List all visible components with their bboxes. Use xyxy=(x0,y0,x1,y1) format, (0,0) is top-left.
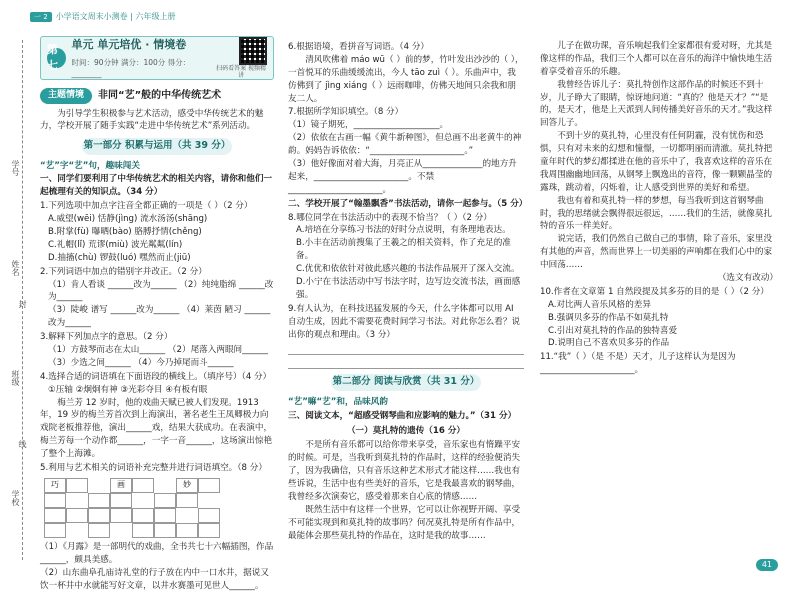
grid-cell[interactable] xyxy=(154,523,176,538)
page-number: 41 xyxy=(756,559,778,571)
q10-option-a[interactable]: A.对比两人音乐风格的差异 xyxy=(548,299,651,310)
grid-cell xyxy=(198,493,220,508)
column-3 xyxy=(540,40,778,377)
question-5: 5.利用与艺术相关的词语补充完整并进行词语填空。（8 分） xyxy=(40,463,267,474)
margin-label-school: 学校 xyxy=(11,490,20,506)
qr-caption: 扫码看答案 视频精讲 xyxy=(216,64,267,79)
question-4: 4.选择合适的词语填在下面语段的横线上。（填序号）（4 分） xyxy=(40,371,272,382)
grid-cell[interactable] xyxy=(66,478,88,493)
story-paragraph-3: 儿子在做功课，音乐响起我们全家都很有爱对呀，尤其是像这样的作品，我们三个人都可以在音乐的海洋中愉快地生活着享受着音乐的乐趣。 xyxy=(540,41,773,77)
margin-binding-feng: 封 xyxy=(18,300,27,308)
q1-option-c[interactable]: C.礼帽(lǐ) 荒谬(miù) 波光粼粼(lín) xyxy=(48,239,183,250)
intro-text: 为引导学生积极参与艺术活动，感受中华传统艺术的魅力，学校开展了随手实践“走进中华传统艺术”系列活动。 xyxy=(40,108,264,132)
q7-line-3[interactable]: （3）他好像面对着大海，月亮正从______________的地方升起来，______________________。不禁______________________。 xyxy=(288,159,517,195)
q8-option-a[interactable]: A.培培在分享练习书法的好时分点说明，有条理地表达。 xyxy=(296,225,511,236)
q4-text[interactable]: 梅兰芳 12 岁时，他的戏曲天赋已被人们发现。1913年，19 岁的梅兰芳首次到上海演出，著名老生王凤卿极力向戏院老板推荐他，演出______戏，结果大获成功。在表演中，梅兰芳每一个动作都______，一字一音______，这场演出惊艳了整个上海滩。 xyxy=(40,397,273,460)
q10-option-d[interactable]: D.说明自己不喜欢贝多芬的作品 xyxy=(548,338,670,349)
answer-line[interactable] xyxy=(288,343,524,355)
grid-cell[interactable] xyxy=(176,523,198,538)
question-7: 7.根据所学知识填空。（8 分） xyxy=(288,107,404,118)
grid-cell[interactable] xyxy=(132,478,154,493)
grid-cell[interactable] xyxy=(154,493,176,508)
column-2 xyxy=(288,40,528,543)
q7-line-1[interactable]: （1）镜子期死，____________________。 xyxy=(288,120,449,131)
q2-line-2[interactable]: （3）陡峻 谱写 ______改为______ （4）莱茵 陋习 ______改为______ xyxy=(48,305,271,329)
grid-cell[interactable] xyxy=(88,523,110,538)
answer-line[interactable] xyxy=(288,357,524,369)
story-paragraph-1: 不是所有音乐都可以给你带来享受，音乐家也有惰躁平安的时候。可是，当我听到莫扎特的作品时，这样的经验便消失了，因为我确信，只有音乐这种艺术形式才能这样……我也有些诉说，生活中也有些美好的音乐，它是我最喜欢的钢琴曲，我曾经多次演奏它，感受着那来自心底的情感…… xyxy=(288,440,521,502)
section-3-intro: 三、阅读文本，“超感受钢琴曲和应影响的魅力。”（31 分） xyxy=(288,410,517,421)
unit-number: 第七 xyxy=(47,48,66,68)
grid-cell[interactable] xyxy=(132,523,154,538)
question-11[interactable]: 11.“我”（ ）（是 不是）天才，儿子这样认为是因为______________________。 xyxy=(540,352,736,376)
q4-word-bank: ①压轴 ②炯炯有神 ③光彩夺目 ④有板有眼 xyxy=(48,384,208,395)
story-source: （选文有改动） xyxy=(717,273,778,284)
q5-text-2[interactable]: （2）山东曲阜孔庙诗礼堂的行子放在内中一口水井，据说又饮一杯井中水就能写好文章，以井水赛墨可见世人______。 xyxy=(40,567,269,591)
story-paragraph-7: 说完话，我们仍然自己做自己的事情，除了音乐，家里没有其他的声音，然而世界上一切美丽的声响都在我们心中的家中回荡…… xyxy=(540,234,773,271)
grid-cell[interactable] xyxy=(88,493,110,508)
grid-cell[interactable] xyxy=(132,508,154,523)
grid-cell[interactable]: 巧 xyxy=(44,478,66,493)
section-2-intro: 二、学校开展了“翰墨飘香”书法活动，请你一起参与。（5 分） xyxy=(288,198,528,209)
theme-tag: 主题情境 xyxy=(40,88,92,104)
story-paragraph-4: 我曾经告诉儿子：莫扎特创作这部作品的时候还不到十岁，儿子睁大了眼睛，惊讶地问道：“真的？他是天才？”“是的，是天才，他是上天派到人间传播美好音乐的天才。”我这样回答儿子。 xyxy=(540,79,773,129)
qr-code-icon[interactable] xyxy=(239,37,267,65)
grid-cell[interactable] xyxy=(110,508,132,523)
q5-text-1[interactable]: （1）《月露》是一部明代的戏曲，全书共七十六幅插图，作品______，颇具美感。 xyxy=(40,541,274,565)
grid-cell xyxy=(110,523,132,538)
section-2-title: “艺”嘛“艺”和，品味风韵 xyxy=(288,396,388,407)
grid-cell[interactable] xyxy=(44,523,66,538)
q2-line-1[interactable]: （1）肯人看谈 ______改为______ （2）纯纯脂绵 ______改为______ xyxy=(48,279,274,303)
margin-binding-xian: 线 xyxy=(18,440,27,448)
question-8: 8.哪位同学在书法活动中的表现不恰当？（ ）（2 分） xyxy=(288,212,492,223)
grid-cell xyxy=(66,523,88,538)
q10-option-c[interactable]: C.引出对莫扎特的作品的独特喜爱 xyxy=(548,325,678,336)
q1-option-b[interactable]: B.附掌(fù) 曝晒(bào) 胳膊抒情(chěng) xyxy=(48,226,202,237)
grid-cell[interactable] xyxy=(176,493,198,508)
q7-line-2[interactable]: （2）依依在古画一幅《黄牛新种图》，但总画不出老黄牛的神韵。妈妈告诉依依：“______________________。” xyxy=(288,133,522,157)
header-badge: 一 2 xyxy=(30,12,52,23)
grid-cell[interactable]: 妙 xyxy=(176,478,198,493)
grid-cell[interactable] xyxy=(88,508,110,523)
question-1: 1.下列选项中加点字注音全都正确的一项是（ ）（2 分） xyxy=(40,201,253,212)
grid-cell xyxy=(176,508,198,523)
question-10: 10.作者在文章第 1 自然段提及其多芬的目的是（ ）（2 分） xyxy=(540,286,769,297)
binding-margin xyxy=(0,0,30,579)
story-paragraph-5: 不到十岁的莫扎特，心里没有任何阴霾，没有忧伤和恐惧，只有对未来的幻想和憧憬，一切都明丽而清澈。莫扎特把童年时代的梦幻都揉进在他的音乐中了，我喜欢这样的音乐在我周围幽幽地回荡，从钢琴上飘逸出的音符，像一颗颗晶莹的露珠，跳动着，闪烁着，让人感受到世界的美好和希望。 xyxy=(540,131,773,193)
theme-title: 非同“艺”般的中华传统艺术 xyxy=(98,90,222,102)
grid-cell xyxy=(132,493,154,508)
q6-text[interactable]: 清风吹佛着 máo wū（ ）前的梦，竹叶发出沙沙的（ ），一首悦耳的乐曲缓缓流出，今人 tāo zuì（ ）。乐曲声中，我仿佛到了 jìng xiáng（ ）远雨咖啡，仿佛天地间只余我和朋友二人。 xyxy=(288,54,524,104)
grid-cell[interactable] xyxy=(198,478,220,493)
grid-cell xyxy=(88,478,110,493)
margin-label-id: 学号 xyxy=(11,160,20,176)
story-paragraph-6: 我也有着和莫扎特一样的梦想，每当我听到这首钢琴曲时，我的思绪就会飘得很远很远，……我们的生活，就像莫扎特的音乐一样美好。 xyxy=(540,195,773,232)
theme-row xyxy=(40,88,274,104)
grid-cell[interactable] xyxy=(44,508,66,523)
column-1 xyxy=(40,36,274,592)
unit-meta: 时间：90分钟 满分：100分 得分：________ xyxy=(71,57,191,78)
q8-option-d[interactable]: D.小宁在书法活动中写书法字时，边写边交流书法，画面感强。 xyxy=(296,277,521,300)
word-grid xyxy=(44,478,274,538)
grid-cell[interactable]: 画 xyxy=(110,478,132,493)
grid-cell xyxy=(154,478,176,493)
grid-cell[interactable] xyxy=(44,493,66,508)
question-6: 6.根据语境，看拼音写词语。（4 分） xyxy=(288,42,430,52)
story-paragraph-2: 既然生活中有这样一个世界，它可以让你视野开阔、享受不可能实现到和莫扎特的故事吗？何况莫扎特是所有作品中，最能体会那些莫扎特的作品在，这时是我的故事…… xyxy=(288,504,521,541)
q1-option-d[interactable]: D.抽搐(chù) 锣鼓(luó) 嘿然而止(jiū) xyxy=(48,252,191,263)
part-1-title: 第一部分 积累与运用（共 39 分） xyxy=(82,138,232,154)
header-bar xyxy=(30,10,175,24)
grid-cell[interactable] xyxy=(66,508,88,523)
q1-option-a[interactable]: A.威望(wēi) 恬静(jìng) 流水汤汤(shāng) xyxy=(48,214,208,225)
grid-cell[interactable] xyxy=(198,508,220,523)
part-2-title: 第二部分 阅读与欣赏（共 31 分） xyxy=(331,374,481,390)
q10-option-b[interactable]: B.强调贝多芬的作品不如莫扎特 xyxy=(548,312,669,323)
grid-cell[interactable] xyxy=(198,523,220,538)
grid-cell xyxy=(66,493,88,508)
section-1-title: “艺”字“艺”句，趣味闯关 xyxy=(40,160,140,171)
q8-option-b[interactable]: B.小丰在活动前搜集了王羲之的相关资料，作了充足的准备。 xyxy=(296,238,511,262)
q3-line-2[interactable]: （3）少选之间______ （4）今乃掉尾而斗______ xyxy=(48,357,234,368)
margin-label-class: 班级 xyxy=(11,370,20,386)
question-2: 2.下列词语中加点的错别字并改正。（2 分） xyxy=(40,266,207,277)
q8-option-c[interactable]: C.优优和依依针对彼此感兴趣的书法作品展开了深入交流。 xyxy=(296,264,520,275)
grid-cell[interactable] xyxy=(110,493,132,508)
unit-title: 单元 单元培优 · 情境卷 xyxy=(71,38,187,51)
grid-cell[interactable] xyxy=(154,508,176,523)
question-3: 3.解释下列加点字的意思。（2 分） xyxy=(40,332,173,343)
question-9: 9.有人认为，在科技迅猛发展的今天，什么字体都可以用 AI 自动生成，因此不需要花费时间学习书法。对此你怎么看？说出你的观点和理由。（3 分） xyxy=(288,303,521,340)
margin-label-name: 姓名 xyxy=(11,260,20,276)
unit-header xyxy=(40,36,274,80)
header-text: 小学语文周末小测卷 | 六年级上册 xyxy=(55,12,176,21)
section-1-intro: 一、同学们要利用了中华传统艺术的相关内容，请你和他们一起梳理有关的知识点。（34 分） xyxy=(40,174,273,198)
q3-line-1[interactable]: （1）方鼓琴而志在太山______ （2）尾落入两眼间______ xyxy=(48,345,268,355)
story-title: （一）莫扎特的遗传（16 分） xyxy=(346,425,466,436)
